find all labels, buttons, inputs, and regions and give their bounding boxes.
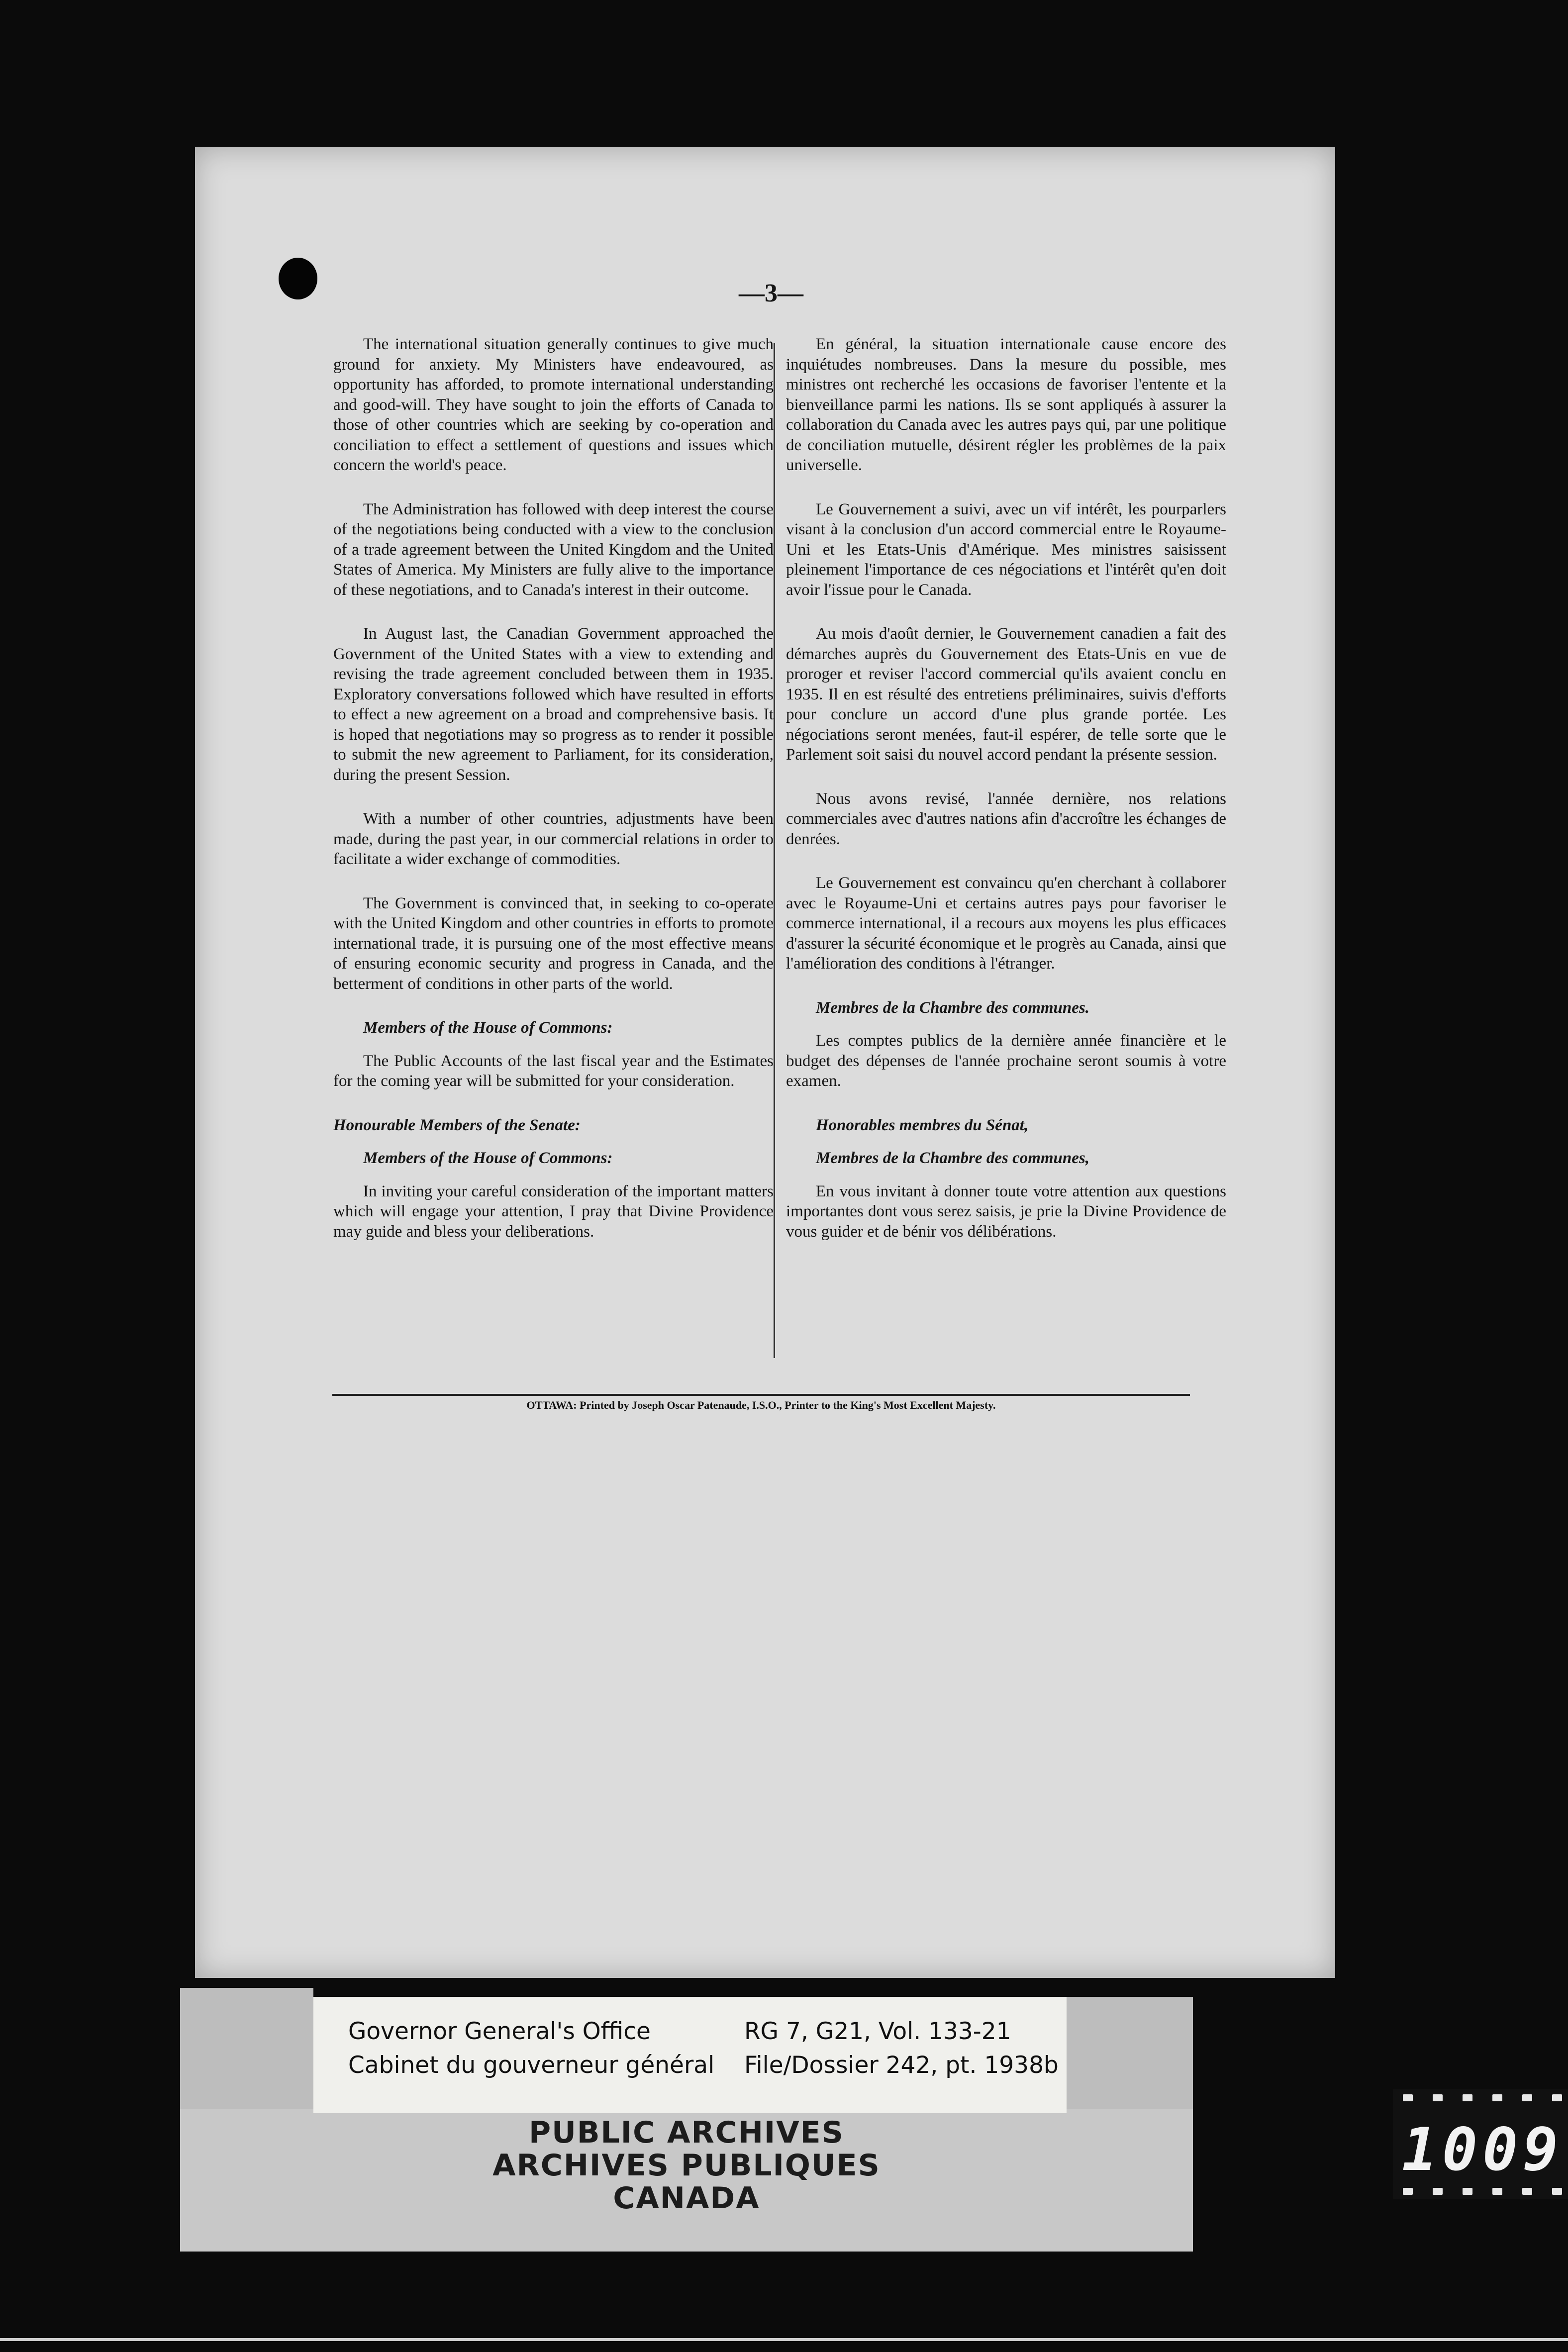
paragraph: In August last, the Canadian Government approached the Government of the United States with a view to extending and revising the trade agreement concluded between them in 1935. Exploratory conversations followed which have resulted in efforts to effect a new agreement on a broad and comprehensive basis. It is hoped that negotiations may so progress as to render it possible to submit the new agreement to Parliament, for its consideration, during the present Session. (333, 625, 774, 784)
paragraph: Les comptes publics de la dernière année financière et le budget des dépenses de l'année prochaine seront soumis à votre examen. (786, 1032, 1226, 1090)
sprocket-icon (1433, 2094, 1443, 2101)
english-column (333, 334, 774, 1266)
paragraph: In inviting your careful consideration of the important matters which will engage your attention, I pray that Divine Providence may guide and bless your deliberations. (333, 1182, 774, 1241)
paragraph: The Administration has followed with deep interest the course of the negotiations being conducted with a view to the conclusion of a trade agreement between the United Kingdom and the United States of America. My Ministers are fully alive to the importance of these negotiations, and to Canada's interest in their outcome. (333, 500, 774, 599)
paragraph: The international situation generally continues to give much ground for anxiety. My Ministers have endeavoured, as opportunity has afforded, to promote international understanding and good-will. They have sought to join the efforts of Canada to those of other countries which are seeking by co-operation and conciliation to effect a settlement of questions and issues which concern the world's peace. (333, 335, 774, 474)
sprocket-icon (1403, 2094, 1413, 2101)
sprocket-icon (1403, 2188, 1413, 2195)
paragraph: With a number of other countries, adjustments have been made, during the past year, in our commercial relations in order to facilitate a wider exchange of commodities. (333, 810, 774, 868)
sprocket-icon (1433, 2188, 1443, 2195)
address-heading: Membres de la Chambre des communes, (816, 1149, 1089, 1167)
office-en: Governor General's Office (348, 2018, 651, 2045)
paragraph: Le Gouvernement est convaincu qu'en cherchant à collaborer avec le Royaume-Uni et certains autres pays pour favoriser le commerce international, il a recours aux moyens les plus efficaces d'assurer la sécurité économique et le progrès au Canada, ainsi que l'amélioration des conditions à l'étranger. (786, 874, 1226, 973)
sprocket-icon (1552, 2188, 1562, 2195)
printer-imprint: OTTAWA: Printed by Joseph Oscar Patenaude, I.S.O., Printer to the King's Most Excellent Majesty. (526, 1399, 996, 1411)
address-heading: Members of the House of Commons: (363, 1019, 613, 1037)
punch-hole (279, 258, 317, 299)
page-number: —3— (739, 279, 803, 307)
sprocket-icon (1522, 2094, 1532, 2101)
sprocket-icon (1522, 2188, 1532, 2195)
paragraph: En général, la situation internationale cause encore des inquiétudes nombreuses. Dans la mesure du possible, mes ministres ont recherché les occasions de favoriser l'entente et la bienveillance parmi les nations. Ils se sont appliqués à assurer la collaboration du Canada avec les autres pays qui, par une politique de conciliation mutuelle, désirent régler les problèmes de la paix universelle. (786, 335, 1226, 474)
stamp-line-3: CANADA (613, 2181, 760, 2216)
address-heading: Members of the House of Commons: (363, 1149, 613, 1167)
office-fr: Cabinet du gouverneur général (348, 2052, 715, 2079)
film-edge-line (0, 2338, 1568, 2341)
paragraph: The Public Accounts of the last fiscal year and the Estimates for the coming year will be submitted for your consideration. (333, 1052, 774, 1090)
address-heading: Membres de la Chambre des communes. (816, 998, 1089, 1017)
archive-card-right (1067, 1997, 1193, 2113)
paragraph: En vous invitant à donner toute votre attention aux questions importantes dont vous serez saisis, je prie la Divine Providence de vous guider et de bénir vos délibérations. (786, 1182, 1226, 1241)
sprocket-icon (1552, 2094, 1562, 2101)
footer-rule (332, 1394, 1190, 1396)
reel-number: 1009 (1402, 2115, 1564, 2184)
stamp-line-2: ARCHIVES PUBLIQUES (492, 2148, 881, 2183)
address-heading: Honorables membres du Sénat, (816, 1116, 1029, 1134)
file-reference: File/Dossier 242, pt. 1938b (744, 2052, 1059, 2079)
address-heading: Honourable Members of the Senate: (333, 1116, 581, 1134)
column-divider (774, 343, 775, 1358)
sprocket-icon (1492, 2094, 1502, 2101)
paragraph: Nous avons revisé, l'année dernière, nos relations commerciales avec d'autres nations afin d'accroître les échanges de denrées. (786, 789, 1226, 848)
archive-card-left (180, 1988, 313, 2112)
french-column (786, 334, 1226, 1266)
sprocket-icon (1463, 2188, 1472, 2195)
paragraph: Le Gouvernement a suivi, avec un vif intérêt, les pourparlers visant à la conclusion d'un accord commercial entre le Royaume-Uni et les Etats-Unis d'Amérique. Mes ministres saisissent pleinement l'importance de ces négociations et l'intérêt qu'en doit avoir l'issue pour le Canada. (786, 500, 1226, 599)
paragraph: Au mois d'août dernier, le Gouvernement canadien a fait des démarches auprès du Gouvernement des Etats-Unis en vue de proroger et reviser l'accord commercial qu'ils avaient conclu en 1935. Il en est résulté des entretiens préliminaires, suivis d'efforts pour conclure un accord d'une plus grande portée. Les négociations seront menées, faut-il espérer, de telle sorte que le Parlement soit saisi du nouvel accord pendant la présente session. (786, 625, 1226, 764)
sprocket-icon (1463, 2094, 1472, 2101)
stamp-line-1: PUBLIC ARCHIVES (529, 2115, 844, 2150)
sprocket-icon (1492, 2188, 1502, 2195)
paragraph: The Government is convinced that, in seeking to co-operate with the United Kingdom and other countries in efforts to promote international trade, it is pursuing one of the most effective means of ensuring economic security and progress in Canada, and the betterment of conditions in other parts of the world. (333, 894, 774, 993)
record-group: RG 7, G21, Vol. 133-21 (744, 2018, 1011, 2045)
